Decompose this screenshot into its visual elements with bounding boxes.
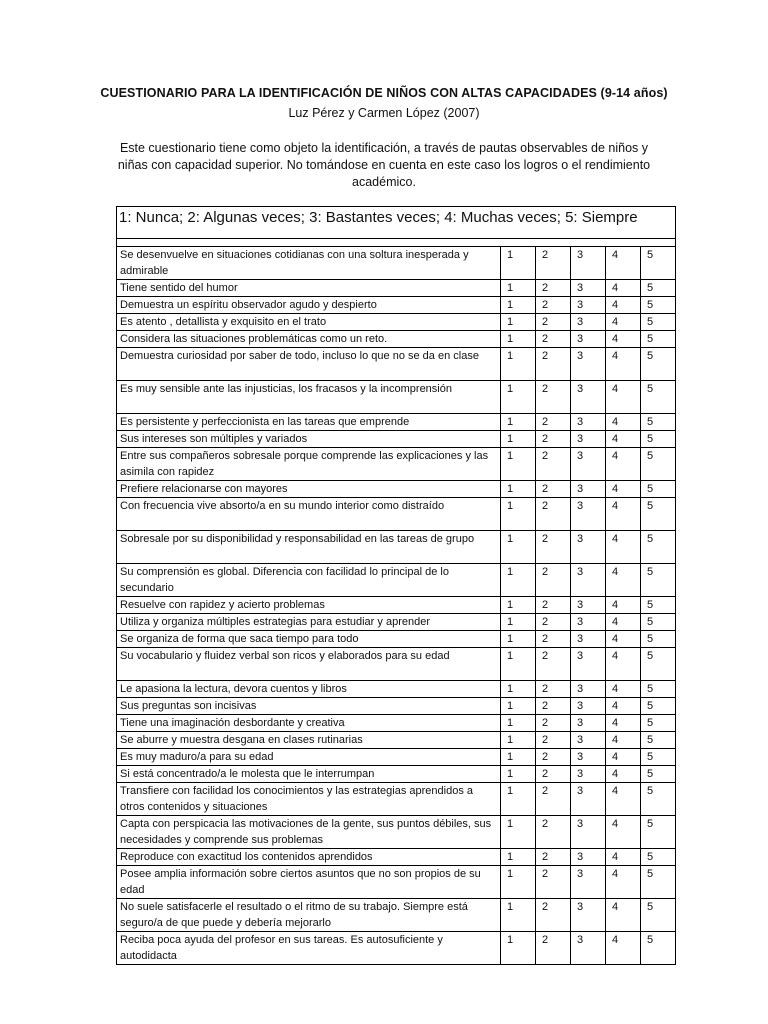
rating-option-1[interactable]: 1 (501, 732, 536, 748)
rating-option-2[interactable]: 2 (536, 348, 571, 380)
rating-option-1[interactable]: 1 (501, 932, 536, 964)
rating-option-1[interactable]: 1 (501, 414, 536, 430)
rating-option-5[interactable]: 5 (647, 433, 654, 445)
rating-option-4[interactable]: 4 (606, 280, 641, 296)
question-text: Transfiere con facilidad los conocimientos y las estrategias aprendidos a otros contenidos y situaciones (117, 783, 501, 815)
rating-option-3[interactable]: 3 (571, 414, 606, 430)
table-row (117, 783, 675, 816)
rating-option-1[interactable]: 1 (501, 247, 536, 279)
rating-option-4[interactable]: 4 (606, 732, 641, 748)
rating-option-3[interactable]: 3 (571, 698, 606, 714)
rating-option-4[interactable]: 4 (606, 783, 641, 815)
rating-option-4[interactable]: 4 (606, 614, 641, 630)
rating-option-1[interactable]: 1 (501, 297, 536, 313)
rating-option-2[interactable]: 2 (536, 531, 571, 563)
rating-option-2[interactable]: 2 (536, 631, 571, 647)
rating-option-4[interactable]: 4 (606, 247, 641, 279)
rating-option-5[interactable]: 5 (647, 533, 654, 545)
rating-option-4[interactable]: 4 (606, 681, 641, 697)
rating-option-2[interactable]: 2 (536, 597, 571, 613)
rating-option-3[interactable]: 3 (571, 899, 606, 931)
rating-option-2[interactable]: 2 (536, 849, 571, 865)
rating-option-2[interactable]: 2 (536, 732, 571, 748)
question-text: Tiene una imaginación desbordante y creativa (117, 715, 501, 731)
rating-option-5[interactable]: 5 (647, 249, 654, 261)
table-row (117, 732, 675, 749)
question-text: No suele satisfacerle el resultado o el ritmo de su trabajo. Siempre está seguro/a de que puede y debería mejorarlo (117, 899, 501, 931)
question-text: Es muy sensible ante las injusticias, los fracasos y la incomprensión (117, 381, 501, 413)
rating-option-2[interactable]: 2 (536, 866, 571, 898)
table-row (117, 331, 675, 348)
rating-option-3[interactable]: 3 (571, 280, 606, 296)
rating-option-4[interactable]: 4 (606, 297, 641, 313)
rating-option-1[interactable]: 1 (501, 698, 536, 714)
rating-option-5[interactable]: 5 (647, 934, 654, 946)
table-row (117, 866, 675, 899)
rating-option-1[interactable]: 1 (501, 849, 536, 865)
rating-option-3[interactable]: 3 (571, 749, 606, 765)
rating-option-5[interactable]: 5 (647, 868, 654, 880)
question-text: Resuelve con rapidez y acierto problemas (117, 597, 501, 613)
rating-option-4[interactable]: 4 (606, 932, 641, 964)
rating-option-5[interactable]: 5 (647, 901, 654, 913)
rating-option-3[interactable]: 3 (571, 866, 606, 898)
question-text: Es persistente y perfeccionista en las tareas que emprende (117, 414, 501, 430)
table-row (117, 648, 675, 681)
rating-option-3[interactable]: 3 (571, 448, 606, 480)
rating-option-2[interactable]: 2 (536, 681, 571, 697)
rating-option-2[interactable]: 2 (536, 766, 571, 782)
rating-option-2[interactable]: 2 (536, 749, 571, 765)
rating-option-2[interactable]: 2 (536, 564, 571, 596)
rating-option-2[interactable]: 2 (536, 448, 571, 480)
rating-option-4[interactable]: 4 (606, 715, 641, 731)
questionnaire-table (116, 206, 676, 965)
rating-option-4[interactable]: 4 (606, 531, 641, 563)
rating-option-4[interactable]: 4 (606, 698, 641, 714)
rating-option-4[interactable]: 4 (606, 431, 641, 447)
rating-option-1[interactable]: 1 (501, 766, 536, 782)
rating-option-4[interactable]: 4 (606, 348, 641, 380)
rating-option-2[interactable]: 2 (536, 381, 571, 413)
question-text: Es muy maduro/a para su edad (117, 749, 501, 765)
rating-option-4[interactable]: 4 (606, 564, 641, 596)
rating-option-3[interactable]: 3 (571, 681, 606, 697)
rating-option-1[interactable]: 1 (501, 681, 536, 697)
table-row (117, 681, 675, 698)
rating-option-4[interactable]: 4 (606, 448, 641, 480)
rating-option-5[interactable]: 5 (647, 299, 654, 311)
rating-option-2[interactable]: 2 (536, 698, 571, 714)
rating-option-2[interactable]: 2 (536, 414, 571, 430)
table-row (117, 481, 675, 498)
rating-option-5[interactable]: 5 (647, 282, 654, 294)
question-text: Sus intereses son múltiples y variados (117, 431, 501, 447)
table-row (117, 431, 675, 448)
question-text: Demuestra curiosidad por saber de todo, incluso lo que no se da en clase (117, 348, 501, 380)
question-text: Entre sus compañeros sobresale porque comprende las explicaciones y las asimila con rapidez (117, 448, 501, 480)
table-row (117, 698, 675, 715)
rating-option-2[interactable]: 2 (536, 280, 571, 296)
rating-option-2[interactable]: 2 (536, 783, 571, 815)
rating-option-5[interactable]: 5 (647, 483, 654, 495)
rating-option-1[interactable]: 1 (501, 783, 536, 815)
rating-option-2[interactable]: 2 (536, 932, 571, 964)
table-row (117, 247, 675, 280)
table-row (117, 381, 675, 414)
rating-option-2[interactable]: 2 (536, 314, 571, 330)
table-row (117, 932, 675, 964)
rating-option-3[interactable]: 3 (571, 597, 606, 613)
rating-option-5[interactable]: 5 (647, 851, 654, 863)
rating-option-3[interactable]: 3 (571, 314, 606, 330)
rating-option-3[interactable]: 3 (571, 297, 606, 313)
rating-option-3[interactable]: 3 (571, 766, 606, 782)
question-text: Reciba poca ayuda del profesor en sus tareas. Es autosuficiente y autodidacta (117, 932, 501, 964)
rating-option-5[interactable]: 5 (647, 717, 654, 729)
rating-option-3[interactable]: 3 (571, 648, 606, 680)
rating-option-3[interactable]: 3 (571, 498, 606, 530)
rating-option-4[interactable]: 4 (606, 766, 641, 782)
rating-option-2[interactable]: 2 (536, 614, 571, 630)
rating-option-5[interactable]: 5 (647, 734, 654, 746)
rating-option-5[interactable]: 5 (647, 383, 654, 395)
document-title: CUESTIONARIO PARA LA IDENTIFICACIÓN DE NIÑOS CON ALTAS CAPACIDADES (9-14 años) (100, 86, 668, 100)
rating-option-1[interactable]: 1 (501, 448, 536, 480)
table-row (117, 849, 675, 866)
rating-option-2[interactable]: 2 (536, 498, 571, 530)
document-authors: Luz Pérez y Carmen López (2007) (288, 106, 480, 120)
rating-option-1[interactable]: 1 (501, 331, 536, 347)
question-text: Se desenvuelve en situaciones cotidianas con una soltura inesperada y admirable (117, 247, 501, 279)
rating-option-1[interactable]: 1 (501, 531, 536, 563)
rating-option-3[interactable]: 3 (571, 849, 606, 865)
rating-option-4[interactable]: 4 (606, 866, 641, 898)
rating-option-5[interactable]: 5 (647, 650, 654, 662)
questionnaire-rows (117, 247, 675, 964)
rating-option-3[interactable]: 3 (571, 431, 606, 447)
table-row (117, 749, 675, 766)
rating-option-2[interactable]: 2 (536, 648, 571, 680)
table-row (117, 614, 675, 631)
rating-option-3[interactable]: 3 (571, 247, 606, 279)
rating-option-2[interactable]: 2 (536, 899, 571, 931)
rating-option-4[interactable]: 4 (606, 381, 641, 413)
rating-option-5[interactable]: 5 (647, 566, 654, 578)
rating-option-4[interactable]: 4 (606, 414, 641, 430)
rating-option-5[interactable]: 5 (647, 785, 654, 797)
rating-option-5[interactable]: 5 (647, 768, 654, 780)
rating-option-2[interactable]: 2 (536, 247, 571, 279)
question-text: Reproduce con exactitud los contenidos aprendidos (117, 849, 501, 865)
rating-option-5[interactable]: 5 (647, 416, 654, 428)
rating-option-3[interactable]: 3 (571, 715, 606, 731)
table-row (117, 766, 675, 783)
rating-option-4[interactable]: 4 (606, 481, 641, 497)
rating-option-1[interactable]: 1 (501, 381, 536, 413)
question-text: Se aburre y muestra desgana en clases rutinarias (117, 732, 501, 748)
table-spacer (117, 239, 675, 247)
rating-option-1[interactable]: 1 (501, 648, 536, 680)
rating-option-4[interactable]: 4 (606, 597, 641, 613)
rating-option-1[interactable]: 1 (501, 481, 536, 497)
question-text: Sus preguntas son incisivas (117, 698, 501, 714)
rating-option-1[interactable]: 1 (501, 899, 536, 931)
rating-option-5[interactable]: 5 (647, 633, 654, 645)
table-row (117, 280, 675, 297)
rating-option-4[interactable]: 4 (606, 749, 641, 765)
table-row (117, 597, 675, 614)
rating-option-4[interactable]: 4 (606, 498, 641, 530)
rating-option-5[interactable]: 5 (647, 599, 654, 611)
table-row (117, 498, 675, 531)
rating-option-1[interactable]: 1 (501, 614, 536, 630)
table-row (117, 297, 675, 314)
table-row (117, 816, 675, 849)
rating-option-3[interactable]: 3 (571, 381, 606, 413)
question-text: Prefiere relacionarse con mayores (117, 481, 501, 497)
question-text: Se organiza de forma que saca tiempo para todo (117, 631, 501, 647)
rating-option-3[interactable]: 3 (571, 732, 606, 748)
table-row (117, 414, 675, 431)
table-row (117, 314, 675, 331)
question-text: Utiliza y organiza múltiples estrategias para estudiar y aprender (117, 614, 501, 630)
question-text: Con frecuencia vive absorto/a en su mundo interior como distraído (117, 498, 501, 530)
rating-option-5[interactable]: 5 (647, 450, 654, 462)
rating-option-1[interactable]: 1 (501, 314, 536, 330)
question-text: Le apasiona la lectura, devora cuentos y libros (117, 681, 501, 697)
table-row (117, 631, 675, 648)
table-row (117, 448, 675, 481)
question-text: Si está concentrado/a le molesta que le interrumpan (117, 766, 501, 782)
rating-option-3[interactable]: 3 (571, 531, 606, 563)
rating-option-4[interactable]: 4 (606, 816, 641, 848)
table-row (117, 899, 675, 932)
question-text: Demuestra un espíritu observador agudo y despierto (117, 297, 501, 313)
rating-option-2[interactable]: 2 (536, 715, 571, 731)
rating-option-4[interactable]: 4 (606, 899, 641, 931)
rating-option-4[interactable]: 4 (606, 849, 641, 865)
rating-option-1[interactable]: 1 (501, 564, 536, 596)
rating-option-5[interactable]: 5 (647, 751, 654, 763)
table-row (117, 531, 675, 564)
intro-paragraph: Este cuestionario tiene como objeto la identificación, a través de pautas observables de niños y niñas con capacidad superior. No tomándose en cuenta en este caso los logros o el rendimiento académico. (117, 141, 651, 189)
rating-option-3[interactable]: 3 (571, 331, 606, 347)
rating-option-1[interactable]: 1 (501, 348, 536, 380)
question-text: Es atento , detallista y exquisito en el trato (117, 314, 501, 330)
rating-option-5[interactable]: 5 (647, 350, 654, 362)
rating-option-5[interactable]: 5 (647, 333, 654, 345)
question-text: Tiene sentido del humor (117, 280, 501, 296)
rating-option-1[interactable]: 1 (501, 715, 536, 731)
rating-option-4[interactable]: 4 (606, 631, 641, 647)
question-text: Considera las situaciones problemáticas como un reto. (117, 331, 501, 347)
rating-option-5[interactable]: 5 (647, 500, 654, 512)
rating-scale-legend: 1: Nunca; 2: Algunas veces; 3: Bastantes veces; 4: Muchas veces; 5: Siempre (117, 207, 675, 239)
rating-option-1[interactable]: 1 (501, 816, 536, 848)
rating-option-2[interactable]: 2 (536, 481, 571, 497)
rating-option-3[interactable]: 3 (571, 481, 606, 497)
question-text: Capta con perspicacia las motivaciones de la gente, sus puntos débiles, sus necesidades y comprende sus problemas (117, 816, 501, 848)
rating-option-5[interactable]: 5 (647, 316, 654, 328)
rating-option-1[interactable]: 1 (501, 866, 536, 898)
rating-option-1[interactable]: 1 (501, 631, 536, 647)
rating-option-3[interactable]: 3 (571, 783, 606, 815)
rating-option-2[interactable]: 2 (536, 816, 571, 848)
question-text: Posee amplia información sobre ciertos asuntos que no son propios de su edad (117, 866, 501, 898)
rating-option-4[interactable]: 4 (606, 331, 641, 347)
rating-option-3[interactable]: 3 (571, 348, 606, 380)
rating-option-1[interactable]: 1 (501, 431, 536, 447)
rating-option-3[interactable]: 3 (571, 631, 606, 647)
rating-option-5[interactable]: 5 (647, 616, 654, 628)
rating-option-2[interactable]: 2 (536, 297, 571, 313)
rating-option-5[interactable]: 5 (647, 683, 654, 695)
rating-option-2[interactable]: 2 (536, 331, 571, 347)
rating-option-3[interactable]: 3 (571, 614, 606, 630)
rating-option-1[interactable]: 1 (501, 280, 536, 296)
table-row (117, 715, 675, 732)
question-text: Su comprensión es global. Diferencia con facilidad lo principal de lo secundario (117, 564, 501, 596)
question-text: Su vocabulario y fluidez verbal son ricos y elaborados para su edad (117, 648, 501, 680)
table-row (117, 348, 675, 381)
rating-option-3[interactable]: 3 (571, 816, 606, 848)
rating-option-5[interactable]: 5 (647, 818, 654, 830)
rating-option-1[interactable]: 1 (501, 749, 536, 765)
question-text: Sobresale por su disponibilidad y responsabilidad en las tareas de grupo (117, 531, 501, 563)
rating-option-2[interactable]: 2 (536, 431, 571, 447)
rating-option-3[interactable]: 3 (571, 564, 606, 596)
rating-option-5[interactable]: 5 (647, 700, 654, 712)
table-row (117, 564, 675, 597)
rating-option-1[interactable]: 1 (501, 597, 536, 613)
rating-option-3[interactable]: 3 (571, 932, 606, 964)
rating-option-1[interactable]: 1 (501, 498, 536, 530)
rating-option-4[interactable]: 4 (606, 648, 641, 680)
rating-option-4[interactable]: 4 (606, 314, 641, 330)
